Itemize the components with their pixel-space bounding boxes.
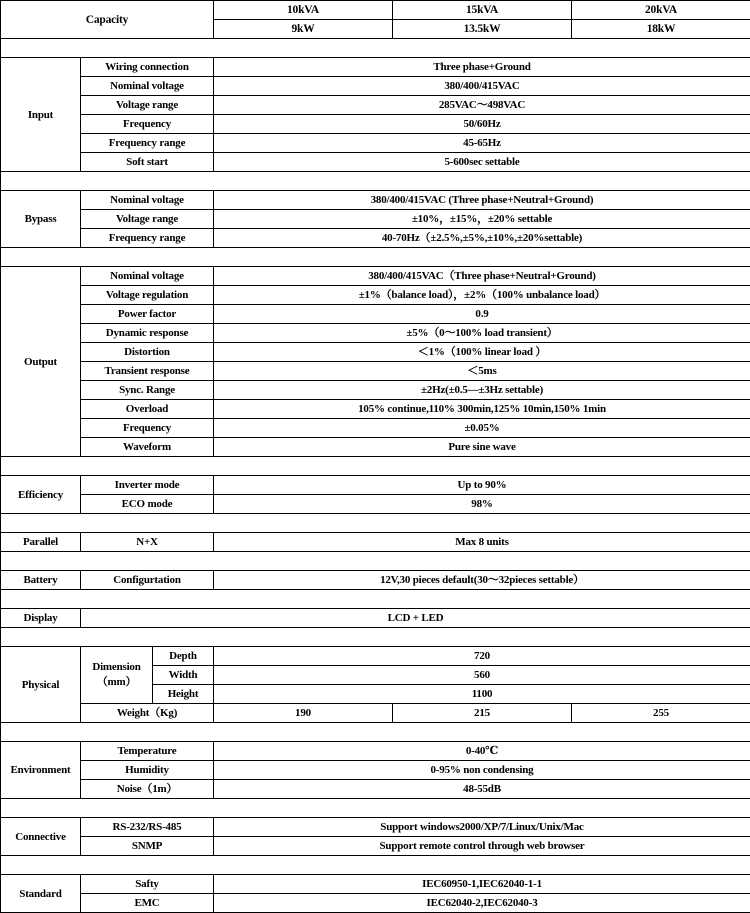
spec-key: Soft start <box>81 153 214 172</box>
output-row <box>1 267 750 286</box>
spec-value: 12V,30 pieces default(30～32pieces settable） <box>214 571 750 590</box>
output-label: Output <box>1 267 81 457</box>
spec-value: 5-600sec settable <box>214 153 750 172</box>
spec-value: 285VAC～498VAC <box>214 96 750 115</box>
model-kva: 20kVA <box>572 1 750 20</box>
output-row <box>1 362 750 381</box>
display-row <box>1 609 750 628</box>
dimension-label <box>81 647 153 704</box>
spacer-row <box>1 248 750 267</box>
spec-key: Safty <box>81 875 214 894</box>
input-row <box>1 96 750 115</box>
spec-key: RS-232/RS-485 <box>81 818 214 837</box>
spec-key: Voltage range <box>81 210 214 229</box>
connective-row <box>1 818 750 837</box>
spec-value: Three phase+Ground <box>214 58 750 77</box>
spec-value: IEC60950-1,IEC62040-1-1 <box>214 875 750 894</box>
spec-key: EMC <box>81 894 214 913</box>
input-label: Input <box>1 58 81 172</box>
spec-key: Depth <box>153 647 214 666</box>
display-label: Display <box>1 609 81 628</box>
model-kva: 10kVA <box>214 1 393 20</box>
dimension-title: Dimension <box>92 661 140 673</box>
spec-key: Inverter mode <box>81 476 214 495</box>
standard-row <box>1 894 750 913</box>
spec-key: Noise（1m） <box>81 780 214 799</box>
parallel-row <box>1 533 750 552</box>
physical-row <box>1 647 750 666</box>
bypass-label: Bypass <box>1 191 81 248</box>
weight-value: 215 <box>393 704 572 723</box>
spec-value: ±2Hz(±0.5—±3Hz settable) <box>214 381 750 400</box>
weight-value: 255 <box>572 704 750 723</box>
spec-value: ＜1%（100% linear load ） <box>214 343 750 362</box>
capacity-label: Capacity <box>1 1 214 39</box>
connective-label: Connective <box>1 818 81 856</box>
weight-value: 190 <box>214 704 393 723</box>
spec-value: Max 8 units <box>214 533 750 552</box>
input-row <box>1 153 750 172</box>
spec-key: ECO mode <box>81 495 214 514</box>
environment-row <box>1 742 750 761</box>
spec-value: Support windows2000/XP/7/Linux/Unix/Mac <box>214 818 750 837</box>
dimension-unit: （mm） <box>97 676 137 688</box>
model-kva: 15kVA <box>393 1 572 20</box>
output-row <box>1 381 750 400</box>
spec-value: Pure sine wave <box>214 438 750 457</box>
spec-key: Humidity <box>81 761 214 780</box>
spec-value: 98% <box>214 495 750 514</box>
spec-value: 105% continue,110% 300min,125% 10min,150% 1min <box>214 400 750 419</box>
spec-value: ＜5ms <box>214 362 750 381</box>
spec-key: Nominal voltage <box>81 191 214 210</box>
weight-row <box>1 704 750 723</box>
spec-key: Height <box>153 685 214 704</box>
spec-value: 380/400/415VAC <box>214 77 750 96</box>
spec-value: 0-95% non condensing <box>214 761 750 780</box>
spacer-row <box>1 723 750 742</box>
connective-row <box>1 837 750 856</box>
model-kw: 18kW <box>572 20 750 39</box>
spec-value: ±1%（balance load），±2%（100% unbalance load） <box>214 286 750 305</box>
spec-key: Overload <box>81 400 214 419</box>
standard-label: Standard <box>1 875 81 913</box>
spec-key: Wiring connection <box>81 58 214 77</box>
spec-value: 380/400/415VAC (Three phase+Neutral+Ground) <box>214 191 750 210</box>
spacer-row <box>1 628 750 647</box>
spec-key: Frequency range <box>81 229 214 248</box>
spec-value: 720 <box>214 647 750 666</box>
spec-key: Frequency range <box>81 134 214 153</box>
standard-row <box>1 875 750 894</box>
model-kw: 13.5kW <box>393 20 572 39</box>
spec-key: Width <box>153 666 214 685</box>
bypass-row <box>1 191 750 210</box>
spec-key: Distortion <box>81 343 214 362</box>
spec-key: Temperature <box>81 742 214 761</box>
spec-key: Nominal voltage <box>81 267 214 286</box>
spacer-row <box>1 856 750 875</box>
input-row <box>1 134 750 153</box>
spec-value: 40-70Hz（±2.5%,±5%,±10%,±20%settable) <box>214 229 750 248</box>
weight-label: Weight（Kg) <box>81 704 214 723</box>
spec-value: 0.9 <box>214 305 750 324</box>
spec-key: SNMP <box>81 837 214 856</box>
spec-key: Frequency <box>81 115 214 134</box>
spec-value: ±0.05% <box>214 419 750 438</box>
spec-key: Power factor <box>81 305 214 324</box>
efficiency-row <box>1 495 750 514</box>
output-row <box>1 438 750 457</box>
spec-key: Voltage range <box>81 96 214 115</box>
physical-label: Physical <box>1 647 81 723</box>
spacer-row <box>1 799 750 818</box>
efficiency-row <box>1 476 750 495</box>
spec-key: Configurtation <box>81 571 214 590</box>
spec-value: LCD + LED <box>81 609 750 628</box>
output-row <box>1 286 750 305</box>
spec-value: 48-55dB <box>214 780 750 799</box>
spec-key: Waveform <box>81 438 214 457</box>
spec-value: Support remote control through web browser <box>214 837 750 856</box>
battery-label: Battery <box>1 571 81 590</box>
bypass-row <box>1 229 750 248</box>
spacer-row <box>1 514 750 533</box>
output-row <box>1 305 750 324</box>
spec-value: 0-40℃ <box>214 742 750 761</box>
output-row <box>1 419 750 438</box>
spec-key: Voltage regulation <box>81 286 214 305</box>
output-row <box>1 343 750 362</box>
spacer-row <box>1 552 750 571</box>
input-row <box>1 58 750 77</box>
input-row <box>1 77 750 96</box>
capacity-row <box>1 1 750 20</box>
spacer-row <box>1 39 750 58</box>
spec-value: Up to 90% <box>214 476 750 495</box>
spec-value: 1100 <box>214 685 750 704</box>
spec-value: 50/60Hz <box>214 115 750 134</box>
spec-value: 560 <box>214 666 750 685</box>
output-row <box>1 400 750 419</box>
parallel-label: Parallel <box>1 533 81 552</box>
spacer-row <box>1 457 750 476</box>
efficiency-label: Efficiency <box>1 476 81 514</box>
spec-key: Nominal voltage <box>81 77 214 96</box>
environment-row <box>1 780 750 799</box>
spec-value: IEC62040-2,IEC62040-3 <box>214 894 750 913</box>
spec-value: ±10%，±15%，±20% settable <box>214 210 750 229</box>
input-row <box>1 115 750 134</box>
spec-key: N+X <box>81 533 214 552</box>
spec-key: Transient response <box>81 362 214 381</box>
model-kw: 9kW <box>214 20 393 39</box>
spec-key: Frequency <box>81 419 214 438</box>
spacer-row <box>1 590 750 609</box>
environment-label: Environment <box>1 742 81 799</box>
spec-key: Dynamic response <box>81 324 214 343</box>
spec-value: 380/400/415VAC（Three phase+Neutral+Ground) <box>214 267 750 286</box>
spec-key: Sync. Range <box>81 381 214 400</box>
spec-value: 45-65Hz <box>214 134 750 153</box>
output-row <box>1 324 750 343</box>
battery-row <box>1 571 750 590</box>
spec-value: ±5%（0～100% load transient） <box>214 324 750 343</box>
spacer-row <box>1 172 750 191</box>
environment-row <box>1 761 750 780</box>
bypass-row <box>1 210 750 229</box>
